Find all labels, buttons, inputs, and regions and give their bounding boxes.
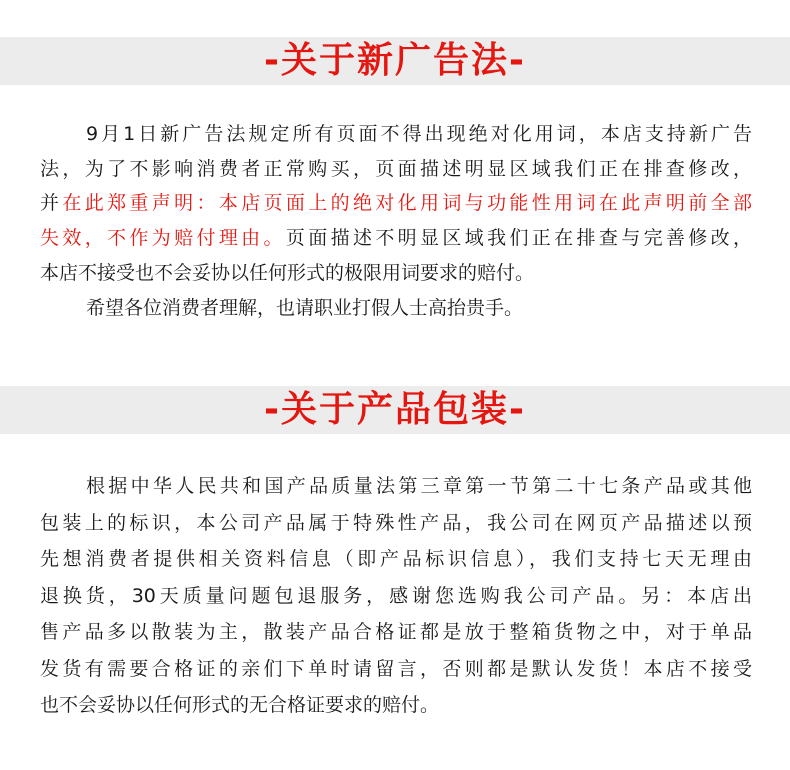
advertising-law-text — [40, 117, 752, 325]
paragraph-line: 本店不接受也不会妥协以任何形式的极限用词要求的赔付。 — [40, 261, 535, 284]
paragraph-line: 先想消费者提供相关资料信息（即产品标识信息），我们支持七天无理由 — [40, 548, 752, 570]
closing-line: 希望各位消费者理解，也请职业打假人士高抬贵手。 — [86, 296, 524, 319]
declaration-highlight-end: 失效，不作为赔付理由。 — [40, 227, 286, 250]
section-title-advertising-law: -关于新广告法- — [264, 40, 526, 81]
declaration-rest: 页面描述不明显区域我们正在排查与完善修改， — [285, 227, 752, 250]
paragraph-line: 根据中华人民共和国产品质量法第三章第一节第二十七条产品或其他 — [86, 475, 752, 497]
declaration-prefix: 并 — [40, 192, 63, 215]
paragraph-line-declaration-end — [40, 221, 752, 256]
paragraph-line: 发货有需要合格证的亲们下单时请留言，否则都是默认发货！本店不接受 — [40, 657, 752, 680]
paragraph-line: 售产品多以散装为主，散装产品合格证都是放于整箱货物之中，对于单品 — [40, 621, 752, 643]
paragraph-line-declaration — [40, 186, 752, 221]
paragraph-line: 也不会妥协以任何形式的无合格证要求的赔付。 — [40, 694, 440, 716]
section-banner-packaging — [0, 386, 790, 434]
paragraph-line: 包装上的标识，本公司产品属于特殊性产品，我公司在网页产品描述以预 — [40, 511, 752, 534]
packaging-text — [40, 468, 752, 724]
paragraph-line: 9月1日新广告法规定所有页面不得出现绝对化用词，本店支持新广告 — [86, 123, 752, 145]
paragraph-line: 法，为了不影响消费者正常购买，页面描述明显区域我们正在排查修改， — [40, 157, 752, 180]
paragraph-line: 退换货，30天质量问题包退服务，感谢您选购我公司产品。另：本店出 — [40, 584, 752, 607]
section-banner-advertising-law — [0, 37, 790, 85]
declaration-highlight: 在此郑重声明：本店页面上的绝对化用词与功能性用词在此声明前全部 — [62, 192, 752, 215]
section-title-packaging: -关于产品包装- — [264, 389, 526, 430]
